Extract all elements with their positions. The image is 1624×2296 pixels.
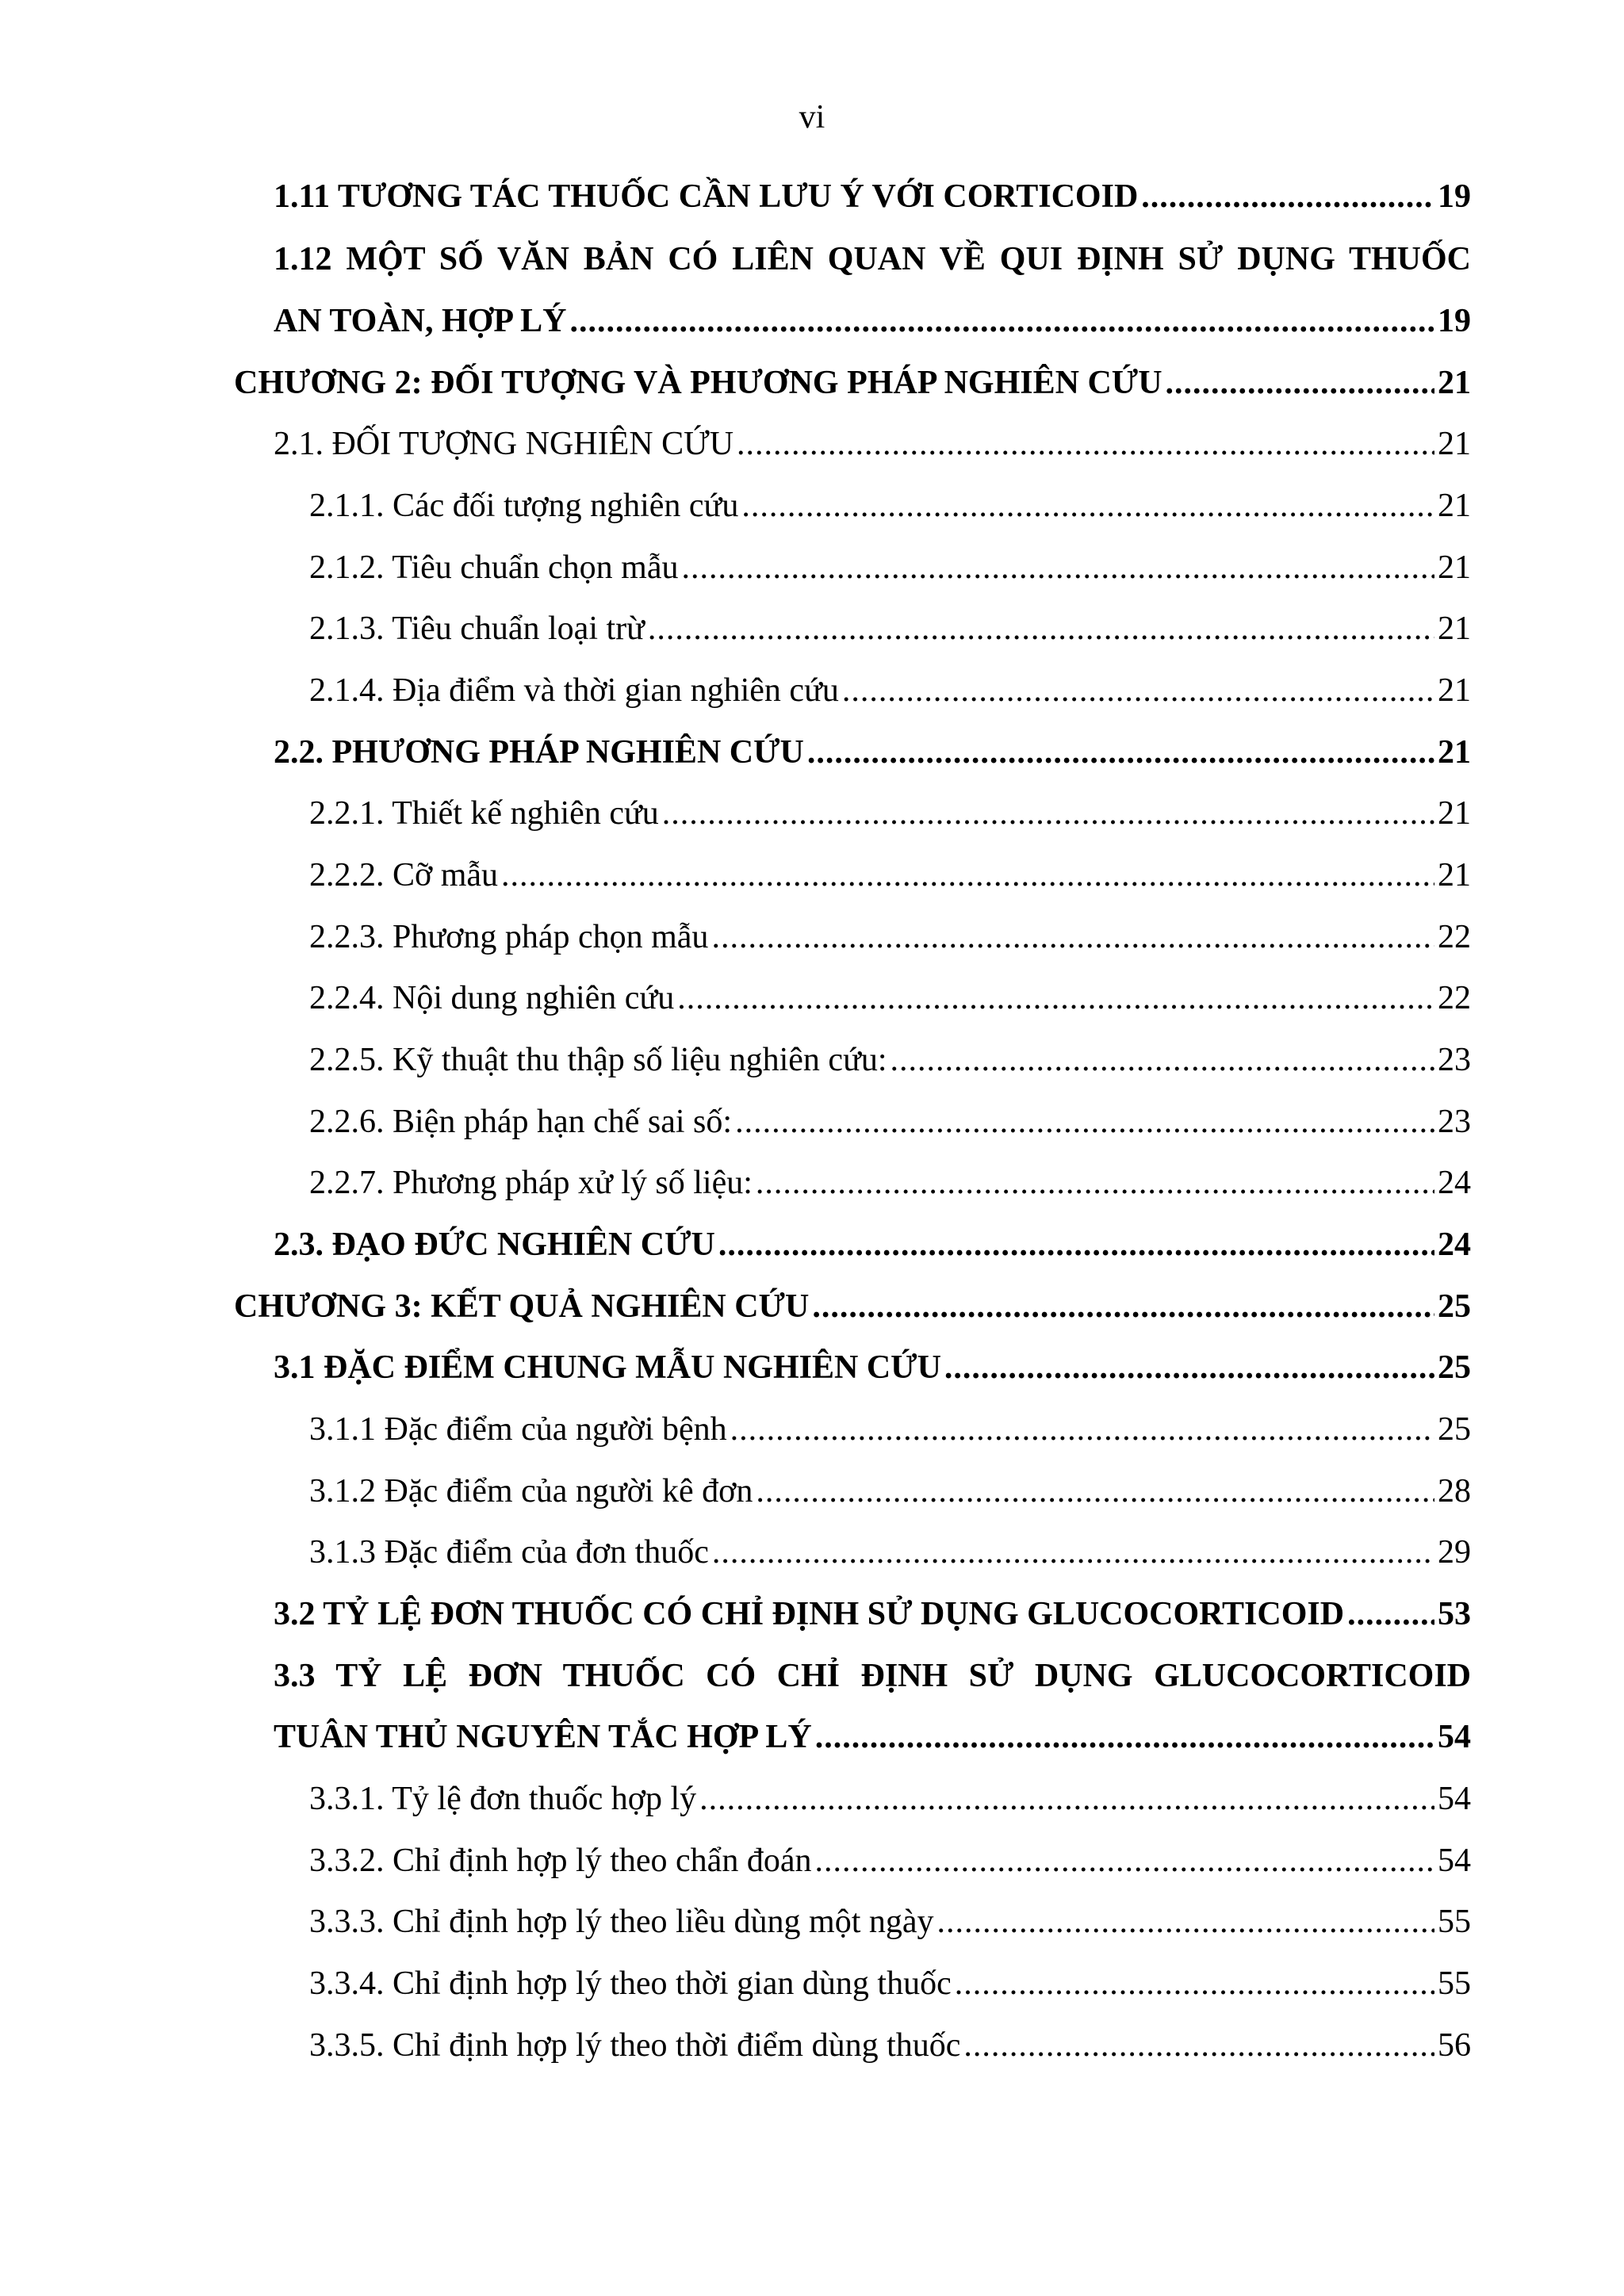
toc-entry-title: 2.3. ĐẠO ĐỨC NGHIÊN CỨU xyxy=(274,1226,715,1263)
dot-leader xyxy=(677,974,1434,1022)
toc-entry-3-3-5[interactable] xyxy=(309,2022,1471,2069)
toc-entry-title: 3.2 TỶ LỆ ĐƠN THUỐC CÓ CHỈ ĐỊNH SỬ DỤNG GLUCOCORTICOID xyxy=(274,1596,1345,1632)
toc-entry-title: 2.2.6. Biện pháp hạn chế sai số: xyxy=(309,1104,733,1140)
dot-leader xyxy=(815,1713,1434,1761)
toc-entry-page: 19 xyxy=(1438,303,1471,339)
dot-leader xyxy=(756,1159,1434,1207)
toc-entry-2-2-5[interactable] xyxy=(309,1036,1471,1084)
toc-entry-page: 21 xyxy=(1438,549,1471,586)
dot-leader xyxy=(662,790,1434,837)
toc-entry-2-1-2[interactable] xyxy=(309,544,1471,591)
page-number: vi xyxy=(799,99,825,136)
toc-entry-title: 2.1.1. Các đối tượng nghiên cứu xyxy=(309,488,739,524)
toc-entry-page: 29 xyxy=(1438,1534,1471,1571)
toc-entry-page: 21 xyxy=(1438,426,1471,462)
toc-entry-title: 3.3.4. Chỉ định hợp lý theo thời gian dùng thuốc xyxy=(309,1965,952,2002)
dot-leader xyxy=(711,913,1434,961)
dot-leader xyxy=(681,544,1434,591)
toc-entry-page: 55 xyxy=(1438,1904,1471,1940)
dot-leader xyxy=(1166,359,1434,407)
toc-entry-page: 56 xyxy=(1438,2027,1471,2064)
toc-entry-page: 54 xyxy=(1438,1781,1471,1817)
toc-entry-3-3-4[interactable] xyxy=(309,1960,1471,2007)
toc-entry-title: 3.1.1 Đặc điểm của người bệnh xyxy=(309,1411,727,1448)
toc-entry-2-2-6[interactable] xyxy=(309,1098,1471,1146)
toc-entry-title: CHƯƠNG 3: KẾT QUẢ NGHIÊN CỨU xyxy=(234,1288,810,1325)
dot-leader xyxy=(501,851,1434,899)
toc-entry-3-3-line1[interactable]: 3.3 TỶ LỆ ĐƠN THUỐC CÓ CHỈ ĐỊNH SỬ DỤNG GLUCOCORTICOID xyxy=(274,1658,1471,1694)
toc-entry-title: TUÂN THỦ NGUYÊN TẮC HỢP LÝ xyxy=(274,1719,812,1755)
dot-leader xyxy=(807,729,1434,776)
dot-leader xyxy=(737,420,1434,468)
dot-leader xyxy=(1347,1590,1434,1638)
toc-entry-2-2-3[interactable] xyxy=(309,913,1471,961)
toc-entry-page: 28 xyxy=(1438,1473,1471,1510)
toc-entry-page: 19 xyxy=(1438,178,1471,215)
toc-entry-2-2-2[interactable] xyxy=(309,851,1471,899)
toc-entry-page: 55 xyxy=(1438,1965,1471,2002)
dot-leader xyxy=(741,482,1434,530)
dot-leader xyxy=(814,1837,1434,1885)
toc-entry-3-1[interactable] xyxy=(274,1344,1471,1391)
toc-entry-title: 2.1.3. Tiêu chuẩn loại trừ xyxy=(309,610,645,647)
dot-leader xyxy=(963,2022,1434,2069)
toc-entry-2-2[interactable] xyxy=(274,729,1471,776)
toc-entry-title: 3.3.3. Chỉ định hợp lý theo liều dùng một ngày xyxy=(309,1904,934,1940)
toc-entry-title: 2.2.5. Kỹ thuật thu thập số liệu nghiên cứu: xyxy=(309,1042,887,1078)
toc-entry-3-1-1[interactable] xyxy=(309,1406,1471,1453)
toc-entry-page: 21 xyxy=(1438,795,1471,832)
toc-entry-1-12[interactable] xyxy=(274,297,1471,345)
toc-entry-page: 24 xyxy=(1438,1226,1471,1263)
dot-leader xyxy=(955,1960,1434,2007)
dot-leader xyxy=(812,1283,1434,1330)
dot-leader xyxy=(891,1036,1435,1084)
toc-entry-page: 21 xyxy=(1438,488,1471,524)
toc-entry-3-3-1[interactable] xyxy=(309,1775,1471,1823)
toc-entry-page: 23 xyxy=(1438,1042,1471,1078)
toc-entry-3-1-3[interactable] xyxy=(309,1529,1471,1576)
dot-leader xyxy=(842,667,1434,714)
toc-entry-3-3[interactable] xyxy=(274,1713,1471,1761)
toc-entry-3-1-2[interactable] xyxy=(309,1468,1471,1515)
toc-entry-title: 3.1.2 Đặc điểm của người kê đơn xyxy=(309,1473,753,1510)
toc-entry-2-1-3[interactable] xyxy=(309,605,1471,652)
toc-entry-2-1[interactable] xyxy=(274,420,1471,468)
toc-entry-title: 3.1 ĐẶC ĐIỂM CHUNG MẪU NGHIÊN CỨU xyxy=(274,1349,941,1386)
toc-entry-page: 22 xyxy=(1438,919,1471,955)
toc-entry-title: 2.2.3. Phương pháp chọn mẫu xyxy=(309,919,709,955)
toc-entry-page: 54 xyxy=(1438,1843,1471,1879)
dot-leader xyxy=(937,1898,1435,1946)
toc-entry-title: 1.11 TƯƠNG TÁC THUỐC CẦN LƯU Ý VỚI CORTICOID xyxy=(274,178,1139,215)
toc-entry-title: 2.2. PHƯƠNG PHÁP NGHIÊN CỨU xyxy=(274,734,804,771)
toc-entry-2-2-4[interactable] xyxy=(309,974,1471,1022)
dot-leader xyxy=(735,1098,1434,1146)
toc-entry-page: 21 xyxy=(1438,365,1471,401)
toc-entry-title: 2.1.2. Tiêu chuẩn chọn mẫu xyxy=(309,549,679,586)
dot-leader xyxy=(712,1529,1434,1576)
dot-leader xyxy=(699,1775,1434,1823)
toc-entry-title: 2.1. ĐỐI TƯỢNG NGHIÊN CỨU xyxy=(274,426,734,462)
toc-entry-page: 25 xyxy=(1438,1349,1471,1386)
toc-entry-page: 53 xyxy=(1438,1596,1471,1632)
toc-entry-title: 2.2.1. Thiết kế nghiên cứu xyxy=(309,795,659,832)
toc-entry-page: 23 xyxy=(1438,1104,1471,1140)
toc-entry-page: 25 xyxy=(1438,1288,1471,1325)
toc-entry-title: 3.1.3 Đặc điểm của đơn thuốc xyxy=(309,1534,709,1571)
toc-entry-chapter-3[interactable] xyxy=(234,1283,1471,1330)
toc-entry-page: 24 xyxy=(1438,1165,1471,1201)
toc-entry-title: 3.3.5. Chỉ định hợp lý theo thời điểm dùng thuốc xyxy=(309,2027,961,2064)
toc-entry-1-12-line1[interactable]: 1.12 MỘT SỐ VĂN BẢN CÓ LIÊN QUAN VỀ QUI ĐỊNH SỬ DỤNG THUỐC xyxy=(274,241,1471,277)
toc-entry-chapter-2[interactable] xyxy=(234,359,1471,407)
toc-entry-page: 21 xyxy=(1438,734,1471,771)
dot-leader xyxy=(730,1406,1434,1453)
toc-entry-3-2[interactable] xyxy=(274,1590,1471,1638)
toc-entry-3-3-2[interactable] xyxy=(309,1837,1471,1885)
toc-entry-title: 2.2.4. Nội dung nghiên cứu xyxy=(309,980,675,1016)
toc-entry-page: 21 xyxy=(1438,610,1471,647)
dot-leader xyxy=(648,605,1434,652)
dot-leader xyxy=(570,297,1434,345)
toc-entry-title: 2.2.7. Phương pháp xử lý số liệu: xyxy=(309,1165,753,1201)
toc-entry-title: 2.2.2. Cỡ mẫu xyxy=(309,857,499,894)
dot-leader xyxy=(1141,173,1434,220)
dot-leader xyxy=(718,1221,1434,1269)
toc-entry-2-1-1[interactable] xyxy=(309,482,1471,530)
toc-entry-page: 25 xyxy=(1438,1411,1471,1448)
toc-entry-page: 54 xyxy=(1438,1719,1471,1755)
toc-entry-title: 2.1.4. Địa điểm và thời gian nghiên cứu xyxy=(309,672,839,709)
toc-entry-title: CHƯƠNG 2: ĐỐI TƯỢNG VÀ PHƯƠNG PHÁP NGHIÊN CỨU xyxy=(234,365,1162,401)
toc-entry-title: AN TOÀN, HỢP LÝ xyxy=(274,303,567,339)
toc-entry-3-3-3[interactable] xyxy=(309,1898,1471,1946)
dot-leader xyxy=(944,1344,1434,1391)
toc-entry-page: 21 xyxy=(1438,857,1471,894)
toc-entry-title: 3.3.2. Chỉ định hợp lý theo chẩn đoán xyxy=(309,1843,812,1879)
dot-leader xyxy=(756,1468,1434,1515)
toc-entry-2-2-1[interactable] xyxy=(309,790,1471,837)
toc-entry-2-2-7[interactable] xyxy=(309,1159,1471,1207)
toc-entry-title: 3.3.1. Tỷ lệ đơn thuốc hợp lý xyxy=(309,1781,697,1817)
toc-entry-page: 21 xyxy=(1438,672,1471,709)
toc-entry-page: 22 xyxy=(1438,980,1471,1016)
toc-entry-2-1-4[interactable] xyxy=(309,667,1471,714)
toc-entry-1-11[interactable] xyxy=(274,173,1471,220)
toc-entry-2-3[interactable] xyxy=(274,1221,1471,1269)
